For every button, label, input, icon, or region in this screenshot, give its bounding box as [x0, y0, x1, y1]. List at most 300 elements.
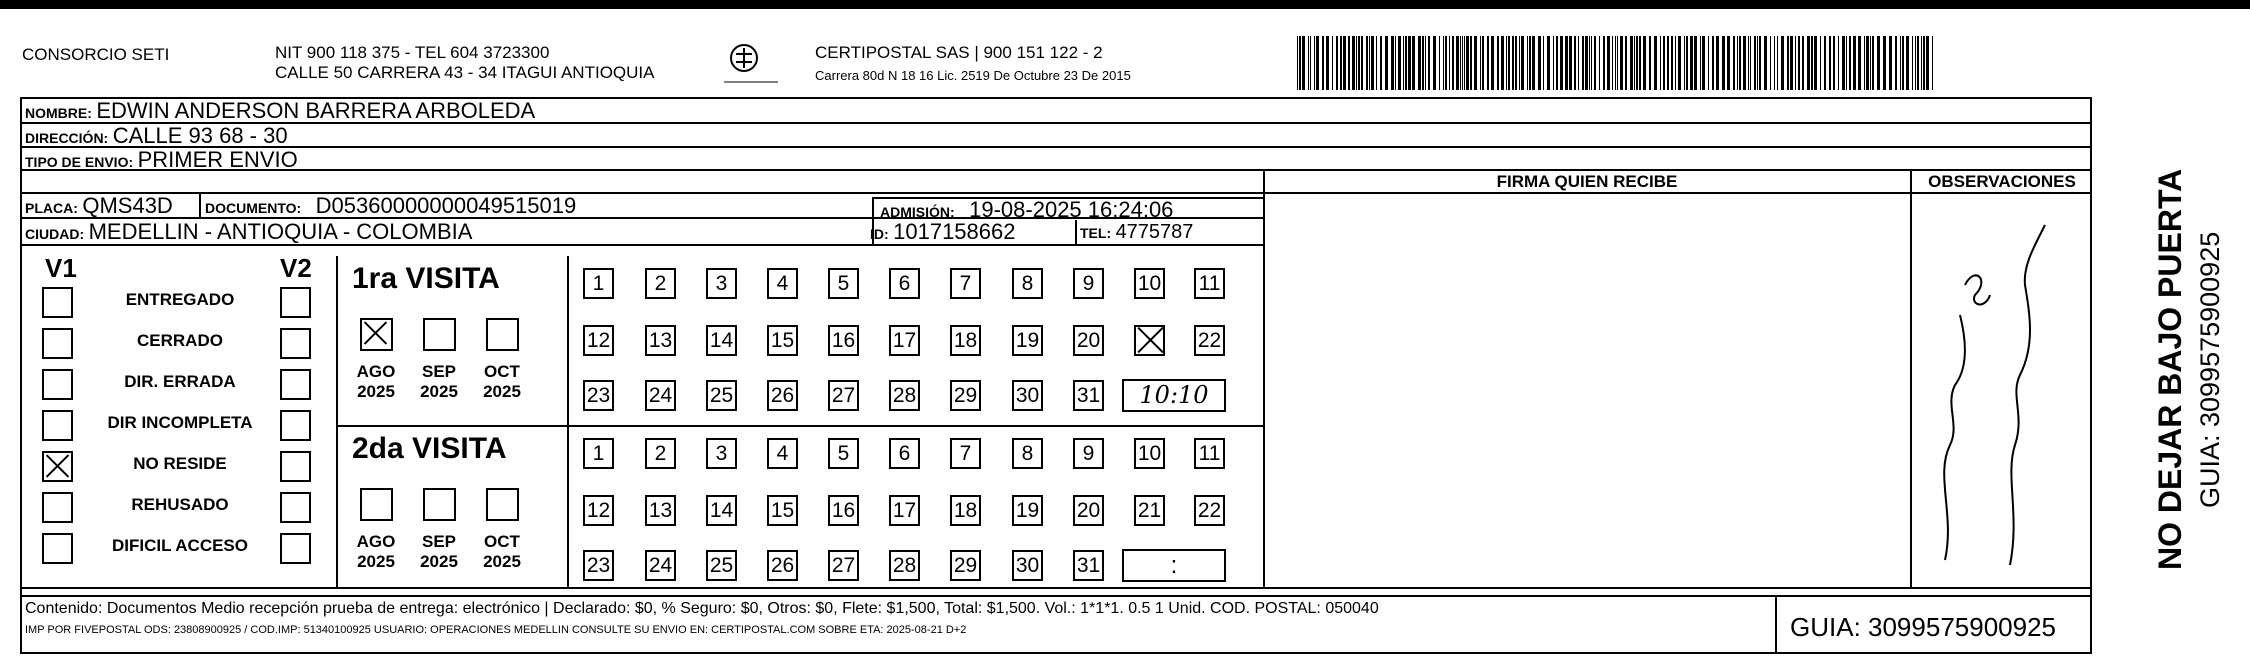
barcode-bar [1654, 36, 1657, 90]
barcode-bar [1643, 36, 1646, 90]
month-year: 2025 [357, 552, 395, 571]
id-label: ID: [870, 226, 889, 242]
month-name: OCT [484, 362, 520, 381]
footer-content: Contenido: Documentos Medio recepción prueba de entrega: electrónico | Declarado: $0, % Seguro: $0, Otros: $0, Flete: $1,500, Total: $1,500. Vol.: 1*1*1. 0.5 1 Unid. COD. POSTAL: 050040 [25, 600, 1379, 617]
barcode-bar [1639, 36, 1641, 90]
barcode-bar [1356, 36, 1357, 90]
barcode-bar [1660, 36, 1661, 90]
barcode-bar [1553, 36, 1554, 90]
day-box[interactable]: 12 [583, 495, 614, 526]
barcode-bar [1308, 36, 1309, 90]
placa-value: QMS43D [82, 193, 173, 218]
barcode-bar [1519, 36, 1520, 90]
barcode-bar [1336, 36, 1338, 90]
row-divider [20, 146, 2092, 148]
barcode-bar [1663, 36, 1665, 90]
ciudad-label: CIUDAD: [25, 226, 85, 242]
top-border [0, 0, 2250, 9]
day-box[interactable]: 14 [706, 325, 737, 356]
barcode-bar [1376, 36, 1377, 90]
v2-checkbox[interactable] [280, 410, 311, 441]
col-divider [199, 192, 201, 217]
barcode-bar [1326, 36, 1329, 90]
barcode-bar [1917, 36, 1919, 90]
barcode-bar [1497, 36, 1499, 90]
documento-label: DOCUMENTO: [205, 200, 302, 216]
barcode-bar [1748, 36, 1749, 90]
barcode-bar [1864, 36, 1865, 90]
barcode-bar [1694, 36, 1697, 90]
barcode-bar [1543, 36, 1544, 90]
barcode-bar [1764, 36, 1767, 90]
barcode-bar [1824, 36, 1826, 90]
barcode-bar [1547, 36, 1550, 90]
col-divider [1075, 220, 1077, 244]
barcode-bar [1565, 36, 1568, 90]
day-box[interactable]: 30 [1012, 550, 1043, 581]
barcode-bar [1398, 36, 1401, 90]
barcode-bar [1474, 36, 1477, 90]
col-divider [1775, 597, 1777, 652]
barcode-bar [1418, 36, 1421, 90]
barcode-bar [1316, 36, 1319, 90]
barcode-bar [1439, 36, 1440, 90]
barcode-bar [1872, 36, 1874, 90]
barcode-bar [1422, 36, 1424, 90]
barcode-bar [1340, 36, 1342, 90]
day-box[interactable]: 28 [889, 550, 920, 581]
month-label [476, 362, 528, 402]
barcode-bar [1798, 36, 1800, 90]
barcode-bar [1310, 36, 1311, 90]
day-box[interactable]: 29 [950, 380, 981, 411]
v1-label: V1 [45, 253, 77, 283]
day-box[interactable]: 12 [583, 325, 614, 356]
barcode-bar [1686, 36, 1688, 90]
barcode-bar [1757, 36, 1758, 90]
month-name: SEP [421, 362, 457, 381]
barcode-bar [1807, 36, 1810, 90]
barcode-bar [1770, 36, 1771, 90]
barcode-bar [1352, 36, 1355, 90]
barcode-bar [1671, 36, 1673, 90]
day-box[interactable]: 8 [1012, 268, 1043, 299]
footer-imp: IMP POR FIVEPOSTAL ODS: 23808900925 / COD.IMP: 51340100925 USUARIO: OPERACIONES MEDELLIN CONSULTE SU ENVIO EN: CERTIPOSTAL.COM SOBRE ETA: 2025-08-21 D+2 [25, 624, 967, 636]
barcode-bar [1443, 36, 1444, 90]
barcode-bar [1774, 36, 1775, 90]
placa-row [25, 193, 173, 219]
ciudad-value: MEDELLIN - ANTIOQUIA - COLOMBIA [88, 219, 473, 244]
barcode-bar [1371, 36, 1374, 90]
day-box[interactable]: 3 [706, 438, 737, 469]
day-box[interactable]: 1 [583, 268, 614, 299]
v1-checkbox[interactable] [42, 410, 73, 441]
month-checkbox[interactable] [360, 488, 393, 521]
day-box[interactable]: 22 [1194, 325, 1225, 356]
day-box[interactable]: 23 [583, 380, 614, 411]
nit-line: NIT 900 118 375 - TEL 604 3723300 [275, 43, 550, 62]
month-label [350, 532, 402, 572]
row-divider [20, 587, 2092, 589]
barcode-bar [1617, 36, 1618, 90]
certipostal-logo [722, 38, 780, 86]
barcode-bar [1649, 36, 1651, 90]
visit-time[interactable]: 10:10 [1122, 379, 1226, 412]
day-box[interactable]: 4 [767, 438, 798, 469]
month-name: SEP [421, 532, 457, 551]
day-box[interactable]: 24 [645, 380, 676, 411]
tel-value: 4775787 [1115, 221, 1194, 243]
id-row [870, 219, 1015, 245]
barcode-bar [1532, 36, 1535, 90]
month-checkbox[interactable] [360, 318, 393, 351]
barcode-bar [1716, 36, 1719, 90]
barcode-bar [1912, 36, 1913, 90]
day-box[interactable]: 30 [1012, 380, 1043, 411]
v2-checkbox[interactable] [280, 533, 311, 564]
barcode-bar [1556, 36, 1558, 90]
v1-checkbox[interactable] [42, 533, 73, 564]
day-box[interactable]: 5 [828, 438, 859, 469]
barcode-bar [1358, 36, 1360, 90]
barcode-bar [1733, 36, 1735, 90]
barcode-bar [1814, 36, 1817, 90]
barcode-bar [1849, 36, 1851, 90]
day-box[interactable]: 24 [645, 550, 676, 581]
barcode-bar [1403, 36, 1404, 90]
v2-checkbox[interactable] [280, 369, 311, 400]
barcode-bar [1923, 36, 1925, 90]
barcode-bar [1482, 36, 1484, 90]
barcode-bar [1515, 36, 1517, 90]
month-name: OCT [484, 532, 520, 551]
status-reason-label: NO RESIDE [133, 454, 227, 473]
day-box[interactable]: 20 [1073, 325, 1104, 356]
tipo-row [25, 147, 298, 173]
day-box[interactable] [1134, 325, 1165, 356]
barcode-bar [1842, 36, 1845, 90]
row-divider [20, 169, 2092, 171]
day-box[interactable]: 2 [645, 268, 676, 299]
day-box[interactable]: 22 [1194, 495, 1225, 526]
status-reason-label: REHUSADO [131, 495, 229, 514]
barcode-bar [1829, 36, 1831, 90]
barcode-bar [1408, 36, 1411, 90]
documento-row [205, 193, 576, 219]
barcode-bar [1727, 36, 1730, 90]
barcode-bar [1529, 36, 1531, 90]
v2-checkbox[interactable] [280, 287, 311, 318]
v1-checkbox[interactable] [42, 451, 73, 482]
barcode-bar [1470, 36, 1472, 90]
day-box[interactable]: 11 [1194, 268, 1225, 299]
tel-row [1080, 221, 1193, 244]
barcode-bar [1538, 36, 1541, 90]
barcode-bar [1902, 36, 1904, 90]
month-label [476, 532, 528, 572]
admision-value: 19-08-2025 16:24:06 [969, 197, 1174, 222]
v1-checkbox[interactable] [42, 369, 73, 400]
day-box[interactable]: 9 [1073, 438, 1104, 469]
barcode-bar [1452, 36, 1454, 90]
barcode-bar [1700, 36, 1701, 90]
day-box[interactable]: 6 [889, 438, 920, 469]
barcode-bar [1690, 36, 1693, 90]
visit-time[interactable]: : [1122, 549, 1226, 582]
license-line: Carrera 80d N 18 16 Lic. 2519 De Octubre 23 De 2015 [815, 68, 1131, 83]
observaciones-header: OBSERVACIONES [1928, 172, 2076, 191]
v1-checkbox[interactable] [42, 328, 73, 359]
barcode [1297, 36, 1937, 90]
barcode-bar [1915, 36, 1916, 90]
barcode-bar [1739, 36, 1741, 90]
day-box[interactable]: 14 [706, 495, 737, 526]
month-label [413, 532, 465, 572]
barcode-bar [1456, 36, 1459, 90]
barcode-bar [1675, 36, 1676, 90]
day-box[interactable]: 11 [1194, 438, 1225, 469]
barcode-bar [1314, 36, 1315, 90]
barcode-bar [1612, 36, 1613, 90]
barcode-bar [1667, 36, 1669, 90]
barcode-bar [1846, 36, 1847, 90]
day-box[interactable]: 10 [1134, 438, 1165, 469]
month-year: 2025 [483, 552, 521, 571]
barcode-bar [1512, 36, 1514, 90]
month-checkbox[interactable] [423, 318, 456, 351]
barcode-bar [1589, 36, 1590, 90]
day-box[interactable]: 8 [1012, 438, 1043, 469]
barcode-bar [1759, 36, 1761, 90]
barcode-bar [1480, 36, 1481, 90]
day-box[interactable]: 1 [583, 438, 614, 469]
day-box[interactable]: 6 [889, 268, 920, 299]
day-box[interactable]: 27 [828, 380, 859, 411]
day-box[interactable]: 17 [889, 495, 920, 526]
day-box[interactable]: 17 [889, 325, 920, 356]
day-box[interactable]: 25 [706, 380, 737, 411]
tipo-value: PRIMER ENVIO [137, 147, 298, 172]
day-box[interactable]: 16 [828, 495, 859, 526]
day-box[interactable]: 29 [950, 550, 981, 581]
firma-header: FIRMA QUIEN RECIBE [1496, 172, 1678, 191]
barcode-bar [1777, 36, 1778, 90]
barcode-bar [1299, 36, 1301, 90]
v1-checkbox[interactable] [42, 287, 73, 318]
barcode-bar [1802, 36, 1804, 90]
barcode-bar [1712, 36, 1714, 90]
day-box[interactable]: 23 [583, 550, 614, 581]
v2-label: V2 [280, 253, 312, 283]
barcode-bar [1678, 36, 1681, 90]
barcode-bar [1569, 36, 1572, 90]
barcode-bar [1462, 36, 1463, 90]
day-box[interactable]: 20 [1073, 495, 1104, 526]
barcode-bar [1395, 36, 1396, 90]
day-box[interactable]: 13 [645, 325, 676, 356]
status-reason-label: CERRADO [137, 331, 223, 350]
barcode-bar [1433, 36, 1436, 90]
barcode-bar [1578, 36, 1579, 90]
day-box[interactable]: 9 [1073, 268, 1104, 299]
barcode-bar [1838, 36, 1839, 90]
company-name: CONSORCIO SETI [22, 45, 170, 64]
barcode-bar [1591, 36, 1592, 90]
barcode-bar [1297, 36, 1298, 90]
direccion-value: CALLE 93 68 - 30 [112, 123, 288, 148]
col-divider [336, 256, 338, 587]
barcode-bar [1560, 36, 1563, 90]
day-box[interactable]: 27 [828, 550, 859, 581]
barcode-bar [1858, 36, 1861, 90]
month-checkbox[interactable] [486, 488, 519, 521]
day-box[interactable]: 2 [645, 438, 676, 469]
row-divider [20, 652, 2092, 654]
tipo-label: TIPO DE ENVIO: [25, 154, 134, 170]
month-name: AGO [356, 362, 396, 381]
barcode-bar [1527, 36, 1528, 90]
address-line: CALLE 50 CARRERA 43 - 34 ITAGUI ANTIOQUIA [275, 63, 655, 82]
tel-label: TEL: [1080, 225, 1112, 241]
direccion-label: DIRECCIÓN: [25, 130, 109, 146]
day-box[interactable]: 31 [1073, 550, 1104, 581]
barcode-bar [1811, 36, 1813, 90]
status-reason-label: ENTREGADO [125, 290, 235, 309]
barcode-bar [1506, 36, 1507, 90]
nombre-label: NOMBRE: [25, 105, 92, 121]
barcode-bar [1790, 36, 1793, 90]
ciudad-row [25, 219, 472, 245]
month-checkbox[interactable] [423, 488, 456, 521]
barcode-bar [1750, 36, 1751, 90]
barcode-bar [1491, 36, 1494, 90]
day-box[interactable]: 28 [889, 380, 920, 411]
month-year: 2025 [420, 382, 458, 401]
day-box[interactable]: 19 [1012, 325, 1043, 356]
barcode-bar [1464, 36, 1465, 90]
barcode-bar [1366, 36, 1368, 90]
barcode-bar [1487, 36, 1489, 90]
barcode-bar [1348, 36, 1350, 90]
barcode-bar [1322, 36, 1324, 90]
barcode-bar [1722, 36, 1725, 90]
barcode-bar [1932, 36, 1933, 90]
day-box[interactable]: 7 [950, 438, 981, 469]
barcode-bar [1630, 36, 1633, 90]
day-box[interactable]: 18 [950, 495, 981, 526]
month-label [350, 362, 402, 402]
barcode-bar [1684, 36, 1685, 90]
barcode-bar [1870, 36, 1871, 90]
v2-checkbox[interactable] [280, 492, 311, 523]
day-box[interactable]: 5 [828, 268, 859, 299]
day-box[interactable]: 31 [1073, 380, 1104, 411]
day-box[interactable]: 10 [1134, 268, 1165, 299]
no-dejar-bajo-puerta: NO DEJAR BAJO PUERTA [2152, 168, 2188, 570]
col-divider [1910, 169, 1912, 587]
status-reason-label: DIR INCOMPLETA [107, 413, 253, 432]
day-box[interactable]: 26 [767, 550, 798, 581]
day-box[interactable]: 4 [767, 268, 798, 299]
carrier-line: CERTIPOSTAL SAS | 900 151 122 - 2 [815, 43, 1103, 62]
v1-checkbox[interactable] [42, 492, 73, 523]
month-year: 2025 [357, 382, 395, 401]
barcode-bar [1466, 36, 1469, 90]
day-box[interactable]: 7 [950, 268, 981, 299]
col-divider [20, 597, 22, 654]
v2-checkbox[interactable] [280, 451, 311, 482]
barcode-bar [1866, 36, 1869, 90]
day-box[interactable]: 26 [767, 380, 798, 411]
barcode-bar [1380, 36, 1382, 90]
barcode-bar [1508, 36, 1510, 90]
barcode-bar [1906, 36, 1909, 90]
barcode-bar [1385, 36, 1388, 90]
day-box[interactable]: 21 [1134, 495, 1165, 526]
day-box[interactable]: 3 [706, 268, 737, 299]
month-label [413, 362, 465, 402]
month-year: 2025 [483, 382, 521, 401]
barcode-bar [1833, 36, 1835, 90]
day-box[interactable]: 16 [828, 325, 859, 356]
barcode-bar [1877, 36, 1880, 90]
barcode-bar [1445, 36, 1447, 90]
barcode-bar [1428, 36, 1430, 90]
barcode-bar [1820, 36, 1821, 90]
barcode-bar [1607, 36, 1610, 90]
nombre-row [25, 98, 535, 124]
barcode-bar [1391, 36, 1394, 90]
barcode-bar [1615, 36, 1616, 90]
barcode-bar [1405, 36, 1407, 90]
barcode-bar [1795, 36, 1796, 90]
col-divider [567, 256, 569, 587]
day-box[interactable]: 25 [706, 550, 737, 581]
v2-checkbox[interactable] [280, 328, 311, 359]
barcode-bar [1781, 36, 1784, 90]
barcode-bar [1332, 36, 1333, 90]
visit-title: 1ra VISITA [352, 262, 500, 295]
id-value: 1017158662 [893, 219, 1016, 244]
status-reason-label: DIFICIL ACCESO [111, 536, 248, 555]
direccion-row [25, 123, 288, 149]
barcode-bar [1501, 36, 1504, 90]
status-reason-label: DIR. ERRADA [124, 372, 236, 391]
barcode-bar [1926, 36, 1929, 90]
barcode-bar [1754, 36, 1756, 90]
barcode-bar [1460, 36, 1461, 90]
placa-label: PLACA: [25, 200, 78, 216]
day-box[interactable]: 15 [767, 325, 798, 356]
barcode-bar [1625, 36, 1627, 90]
barcode-bar [1620, 36, 1623, 90]
barcode-bar [1787, 36, 1789, 90]
barcode-bar [1302, 36, 1305, 90]
day-box[interactable]: 18 [950, 325, 981, 356]
day-box[interactable]: 13 [645, 495, 676, 526]
row-divider [336, 425, 1264, 427]
barcode-bar [1889, 36, 1892, 90]
day-box[interactable]: 15 [767, 495, 798, 526]
month-checkbox[interactable] [486, 318, 519, 351]
barcode-bar [1702, 36, 1705, 90]
barcode-bar [1585, 36, 1588, 90]
barcode-bar [1425, 36, 1426, 90]
barcode-bar [1449, 36, 1450, 90]
barcode-bar [1603, 36, 1605, 90]
barcode-bar [1895, 36, 1897, 90]
day-box[interactable]: 19 [1012, 495, 1043, 526]
